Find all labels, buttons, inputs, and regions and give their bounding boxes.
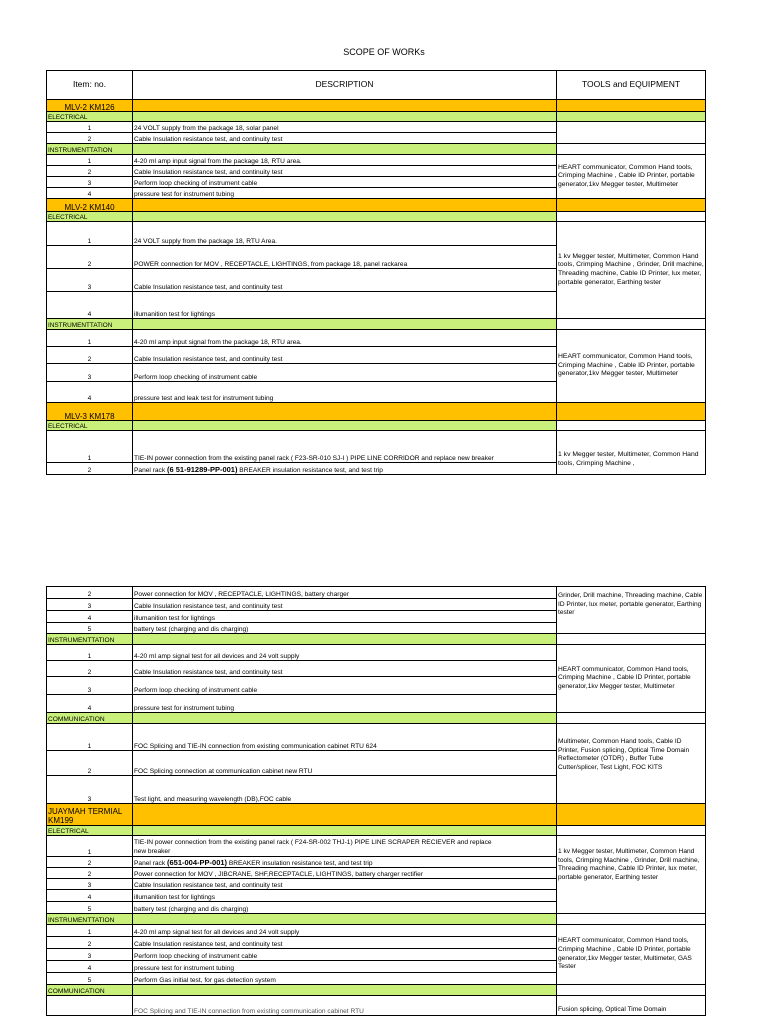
document-title: SCOPE OF WORKs [343,47,425,57]
item-description: illumanition test for lightings [133,292,557,319]
item-number: 1 [47,222,133,246]
item-description: illumanition test for lightings [133,890,557,902]
item-number: 3 [47,364,133,382]
section-label: MLV-2 KM126 [47,100,133,112]
description-prefix: Panel rack [134,859,167,867]
item-description: POWER connection for MOV , RECEPTACLE, LIGHTINGS, from package 18, panel rackarea [133,246,557,269]
item-number: 5 [47,902,133,914]
item-description: Cable Insulation resistance test, and continuity test [133,133,557,144]
table-row [47,724,706,751]
item-number: 1 [47,122,133,133]
panel-rack-code: (6 51-91289-PP-001) [167,464,238,474]
subsection-row [47,713,706,724]
section-row [47,403,706,421]
tools-cell: Multimeter, Common Hand tools, Cable ID Printer, Fusion splicing, Optical Time Domain Reflectometer (OTDR) , Buffer Tube Cutter/splicer, Test Light, FOC KITS [557,724,706,804]
table-row [47,836,706,857]
header-item: Item: no. [47,71,133,100]
header-description: DESCRIPTION [133,71,557,100]
item-description: 24 VOLT supply from the package 18, RTU Area. [133,222,557,246]
table-row [47,587,706,599]
item-number [47,996,133,1016]
item-description: Perform Gas initial test, for gas detection system [133,973,557,985]
item-number: 3 [47,677,133,695]
table-row [47,222,706,246]
section-row [47,100,706,112]
subsection-label: ELECTRICAL [47,826,133,836]
item-description: Perform loop checking of instrument cable [133,364,557,382]
tools-cell: 1 kv Megger tester, Multimeter, Common Hand tools, Crimping Machine , [557,431,706,475]
item-number: 2 [47,463,133,475]
table-row [47,996,706,1016]
item-number: 1 [47,431,133,463]
item-description: Cable Insulation resistance test, and continuity test [133,269,557,292]
item-description [133,463,557,475]
tools-cell: HEART communicator, Common Hand tools, Crimping Machine , Cable ID Printer, portable generator,1kv Megger tester, Multimeter [557,155,706,199]
item-number: 2 [47,661,133,677]
item-number: 1 [47,155,133,166]
item-number: 3 [47,599,133,611]
description-line-2: new breaker [134,847,171,855]
table-row [47,431,706,463]
item-number: 4 [47,961,133,973]
item-description: 24 VOLT supply from the package 18, solar panel [133,122,557,133]
header-tools: TOOLS and EQUIPMENT [557,71,706,100]
item-description: Perform loop checking of instrument cable [133,677,557,695]
item-description: Cable Insulation resistance test, and continuity test [133,937,557,949]
item-description: Power connection for MOV , JIBCRANE, SHF,RECEPTACLE, LIGHTINGS, battery charger rectifier [133,868,557,879]
subsection-row [47,144,706,155]
item-number: 2 [47,246,133,269]
item-description: 4-20 ml amp input signal from the package 18, RTU area. [133,155,557,166]
item-description: battery test (charging and dis charging) [133,623,557,634]
subsection-label: ELECTRICAL [47,112,133,122]
section-label: MLV-3 KM178 [47,403,133,421]
item-number: 4 [47,695,133,713]
item-number: 2 [47,587,133,599]
item-description: pressure test for instrument tubing [133,961,557,973]
item-description: illumanition test for lightings [133,611,557,623]
item-description: Perform loop checking of instrument cable [133,949,557,961]
item-number: 3 [47,949,133,961]
table-row [47,645,706,661]
subsection-row [47,112,706,122]
tools-cell: Grinder, Drill machine, Threading machine, Cable ID Printer, lux meter, portable generator, Earthing tester [557,587,706,634]
table-row [47,155,706,166]
subsection-row [47,421,706,431]
item-number: 4 [47,890,133,902]
description-prefix: Panel rack [134,466,167,474]
item-number: 2 [47,857,133,868]
item-description: Test light, and measuring wavelength (DB),FOC cable [133,776,557,804]
item-description: battery test (charging and dis charging) [133,902,557,914]
subsection-label: INSTRUMENTTATION [47,319,133,330]
tools-cell: Fusion splicing, Optical Time Domain [557,996,706,1016]
description-suffix: BREAKER insulation resistance test, and test trip [237,466,383,474]
item-number: 2 [47,751,133,776]
item-number: 2 [47,133,133,144]
tools-cell: 1 kv Megger tester, Multimeter, Common Hand tools, Crimping Machine , Grinder, Drill machine, Threading machine, Cable ID Printer, lux meter, portable generator, Earthing tester [557,836,706,914]
item-number: 3 [47,776,133,804]
subsection-row [47,826,706,836]
table-row [47,330,706,347]
item-number: 2 [47,347,133,364]
item-description: 4-20 ml amp signal test for all devices and 24 volt supply [133,645,557,661]
item-number: 5 [47,973,133,985]
subsection-label: INSTRUMENTTATION [47,914,133,925]
item-description: pressure test for instrument tubing [133,695,557,713]
item-number: 3 [47,269,133,292]
item-description: Cable Insulation resistance test, and continuity test [133,347,557,364]
item-number: 4 [47,188,133,199]
item-number: 1 [47,836,133,857]
scope-table-page-2 [46,586,705,1016]
item-number: 4 [47,382,133,403]
item-number: 1 [47,645,133,661]
table-header-row [47,71,706,100]
item-number: 4 [47,292,133,319]
tools-cell: 1 kv Megger tester, Multimeter, Common Hand tools, Crimping Machine , Grinder, Drill machine, Threading machine, Cable ID Printer, lux meter, portable generator, Earthing tester [557,222,706,319]
tools-cell: HEART communicator, Common Hand tools, Crimping Machine , Cable ID Printer, portable generator,1kv Megger tester, Multimeter [557,330,706,403]
item-number: 2 [47,868,133,879]
panel-rack-code: (651-004-PP-001) [167,857,228,867]
description-suffix: BREAKER insulation resistance test, and test trip [227,859,373,867]
item-number: 5 [47,623,133,634]
item-number: 3 [47,177,133,188]
item-description: Perform loop checking of instrument cable [133,177,557,188]
item-description [133,857,557,868]
item-description: FOC Splicing connection at communication cabinet new RTU [133,751,557,776]
subsection-label: COMMUNICATION [47,985,133,996]
item-description: Cable Insulation resistance test, and continuity test [133,661,557,677]
subsection-label: ELECTRICAL [47,212,133,222]
table-row [47,925,706,937]
subsection-label: INSTRUMENTTATION [47,144,133,155]
item-number: 1 [47,330,133,347]
section-label: JUAYMAH TERMIAL KM199 [47,804,133,826]
item-description [133,836,557,857]
page-break [0,487,768,587]
subsection-row [47,634,706,645]
tools-cell: HEART communicator, Common Hand tools, Crimping Machine , Cable ID Printer, portable generator,1kv Megger tester, Multimeter, GAS Tester [557,925,706,985]
item-description: Cable Insulation resistance test, and continuity test [133,599,557,611]
item-description: 4-20 ml amp input signal from the package 18, RTU area. [133,330,557,347]
subsection-row [47,319,706,330]
subsection-row [47,985,706,996]
subsection-label: COMMUNICATION [47,713,133,724]
item-description: pressure test and leak test for instrument tubing [133,382,557,403]
item-description: Cable Insulation resistance test, and continuity test [133,879,557,890]
item-description: TIE-IN power connection from the existing panel rack ( F23-SR-010 SJ-I ) PIPE LINE CORRIDOR and replace new breaker [133,431,557,463]
item-number: 2 [47,166,133,177]
section-label: MLV-2 KM140 [47,199,133,212]
section-row [47,804,706,826]
item-number: 1 [47,724,133,751]
item-number: 4 [47,611,133,623]
subsection-row [47,212,706,222]
tools-cell: HEART communicator, Common Hand tools, Crimping Machine , Cable ID Printer, portable generator,1kv Megger tester, Multimeter [557,645,706,713]
item-number: 2 [47,937,133,949]
item-description: Cable Insulation resistance test, and continuity test [133,166,557,177]
section-row [47,199,706,212]
item-description: Power connection for MOV , RECEPTACLE, LIGHTINGS, battery charger [133,587,557,599]
item-description: pressure test for instrument tubing [133,188,557,199]
scope-table-page-1 [46,70,705,475]
item-description: FOC Splicing and TIE-IN connection from existing communication cabinet RTU [133,996,557,1016]
item-number: 3 [47,879,133,890]
item-number: 1 [47,925,133,937]
table-row [47,122,706,133]
subsection-row [47,914,706,925]
subsection-label: INSTRUMENTTATION [47,634,133,645]
description-line-1: TIE-IN power connection from the existing panel rack ( F24-SR-002 THJ-1) PIPE LINE SCRAPER RECIEVER and replace [134,839,492,846]
item-description: 4-20 ml amp signal test for all devices and 24 volt supply [133,925,557,937]
item-description: FOC Splicing and TIE-IN connection from existing communication cabinet RTU 624 [133,724,557,751]
subsection-label: ELECTRICAL [47,421,133,431]
